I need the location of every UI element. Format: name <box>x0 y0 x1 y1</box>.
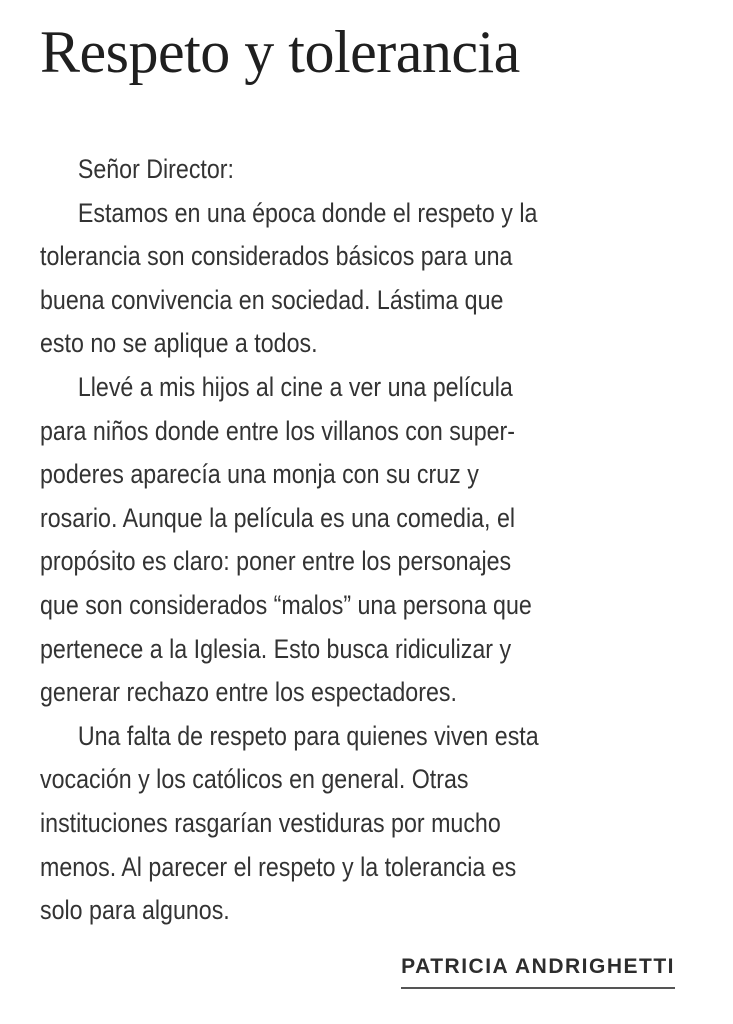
paragraph-2-line: rosario. Aunque la película es una comedia, el <box>40 502 516 533</box>
paragraph-3-line: vocación y los católicos en general. Otras <box>40 764 469 795</box>
paragraph-2-line: para niños donde entre los villanos con super- <box>40 415 516 446</box>
paragraph-2-line: pertenece a la Iglesia. Esto busca ridiculizar y <box>40 633 512 664</box>
paragraph-2-line: propósito es claro: poner entre los personajes <box>40 546 512 577</box>
paragraph-1-line: tolerancia son considerados básicos para una <box>40 241 513 272</box>
paragraph-2-line: que son considerados “malos” una persona que <box>40 589 532 620</box>
paragraph-2-line: Llevé a mis hijos al cine a ver una película <box>77 371 513 402</box>
paragraph-2-line: poderes aparecía una monja con su cruz y <box>40 459 479 490</box>
paragraph-2-line: generar rechazo entre los espectadores. <box>40 677 457 708</box>
paragraph-3-line: menos. Al parecer el respeto y la tolerancia es <box>40 851 517 882</box>
letter-body <box>40 148 590 933</box>
author-signature: PATRICIA ANDRIGHETTI <box>401 955 675 989</box>
headline: Respeto y tolerancia <box>40 19 520 85</box>
paragraph-3-line: instituciones rasgarían vestiduras por mucho <box>40 807 501 838</box>
paragraph-1-line: Estamos en una época donde el respeto y la <box>77 197 538 228</box>
paragraph-1-line: esto no se aplique a todos. <box>40 328 318 359</box>
paragraph-1-line: buena convivencia en sociedad. Lástima que <box>40 284 504 315</box>
paragraph-3-line: solo para algunos. <box>40 895 230 926</box>
salutation: Señor Director: <box>77 154 234 184</box>
paragraph-3-line: Una falta de respeto para quienes viven esta <box>77 720 539 751</box>
